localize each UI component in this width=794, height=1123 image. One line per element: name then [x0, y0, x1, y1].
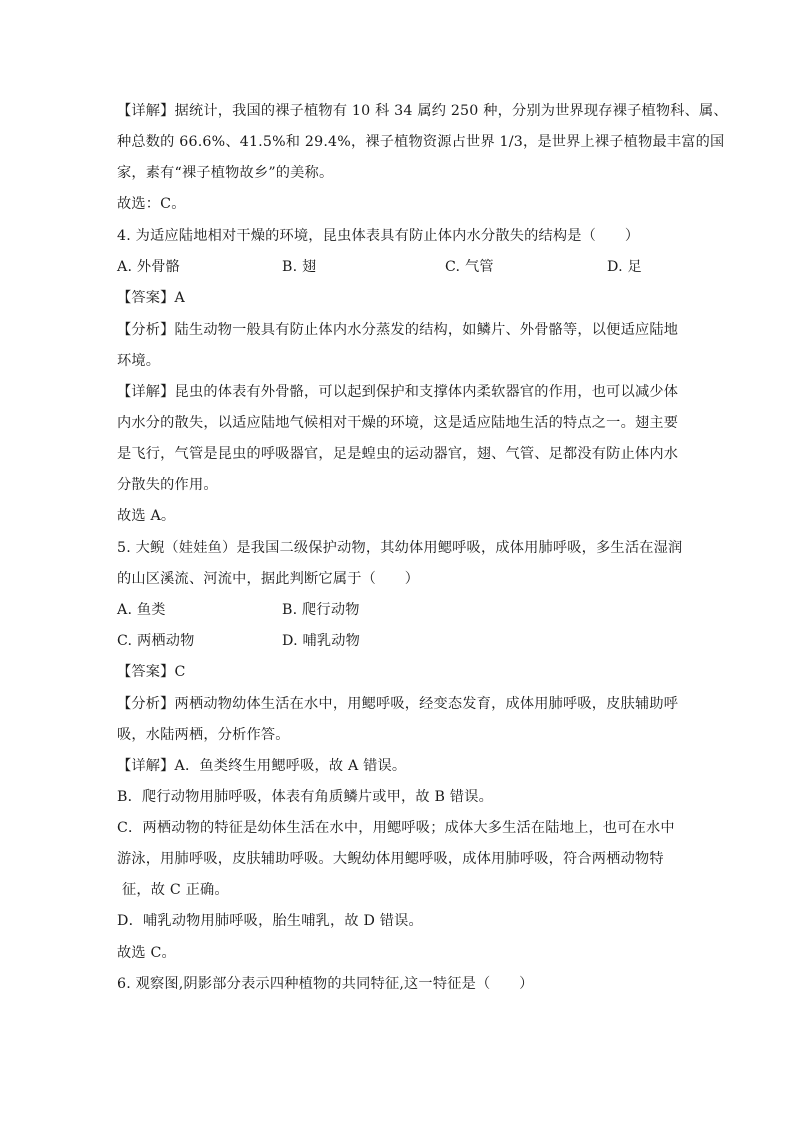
answer-choice-line: 故选 A。	[117, 508, 176, 524]
option-d: D. 哺乳动物	[282, 633, 361, 649]
question-5-stem: 的山区溪流、河流中，据此判断它属于（ ）	[117, 571, 420, 587]
question-4-stem: 4. 为适应陆地相对干燥的环境，昆虫体表具有防止体内水分散失的结构是（ ）	[117, 228, 640, 244]
detail-paragraph-line: 家，素有“裸子植物故乡”的美称。	[117, 165, 334, 181]
detail-paragraph-line: 【详解】据统计，我国的裸子植物有 10 科 34 属约 250 种，分别为世界现存裸子植物科、属、	[117, 103, 728, 119]
detail-line: B．爬行动物用肺呼吸，体表有角质鳞片或甲，故 B 错误。	[117, 789, 493, 805]
detail-line: 征，故 C 正确。	[122, 882, 229, 898]
detail-line: 【详解】昆虫的体表有外骨骼，可以起到保护和支撑体内柔软器官的作用，也可以减少体	[117, 384, 679, 400]
analysis-line: 【分析】两栖动物幼体生活在水中，用鳃呼吸，经变态发育，成体用肺呼吸，皮肤辅助呼	[117, 696, 679, 712]
analysis-line: 环境。	[117, 353, 161, 369]
detail-line: 游泳，用肺呼吸，皮肤辅助呼吸。大鲵幼体用鳃呼吸，成体用肺呼吸，符合两栖动物特	[117, 851, 664, 867]
detail-line: 【详解】A．鱼类终生用鳃呼吸，故 A 错误。	[117, 758, 407, 774]
detail-line: D．哺乳动物用肺呼吸，胎生哺乳，故 D 错误。	[117, 913, 423, 929]
detail-line: 内水分的散失，以适应陆地气候相对干燥的环境，这是适应陆地生活的特点之一。翅主要	[117, 415, 679, 431]
option-a: A. 鱼类	[117, 602, 166, 618]
question-5-stem: 5. 大鲵（娃娃鱼）是我国二级保护动物，其幼体用鳃呼吸，成体用肺呼吸，多生活在湿润	[117, 540, 683, 556]
detail-line: C．两栖动物的特征是幼体生活在水中，用鳃呼吸；成体大多生活在陆地上，也可在水中	[117, 820, 675, 836]
answer-label: 【答案】C	[117, 664, 186, 680]
answer-label: 【答案】A	[117, 290, 185, 306]
answer-choice-line: 故选：C。	[117, 196, 186, 212]
detail-paragraph-line: 种总数的 66.6%、41.5%和 29.4%，裸子植物资源占世界 1/3，是世界上裸子植物最丰富的国	[117, 134, 725, 150]
analysis-line: 吸，水陆两栖，分析作答。	[117, 727, 290, 743]
option-b: B. 爬行动物	[282, 602, 360, 618]
option-d: D. 足	[607, 259, 642, 275]
option-b: B. 翅	[282, 259, 317, 275]
option-c: C. 两栖动物	[117, 633, 195, 649]
detail-line: 是飞行，气管是昆虫的呼吸器官，足是蝗虫的运动器官，翅、气管、足都没有防止体内水	[117, 446, 679, 462]
analysis-line: 【分析】陆生动物一般具有防止体内水分蒸发的结构，如鳞片、外骨骼等，以便适应陆地	[117, 322, 679, 338]
detail-line: 分散失的作用。	[117, 477, 218, 493]
question-6-stem: 6. 观察图,阴影部分表示四种植物的共同特征,这一特征是（ ）	[117, 976, 534, 992]
option-a: A. 外骨骼	[117, 259, 181, 275]
option-c: C. 气管	[445, 259, 494, 275]
answer-choice-line: 故选 C。	[117, 945, 176, 961]
